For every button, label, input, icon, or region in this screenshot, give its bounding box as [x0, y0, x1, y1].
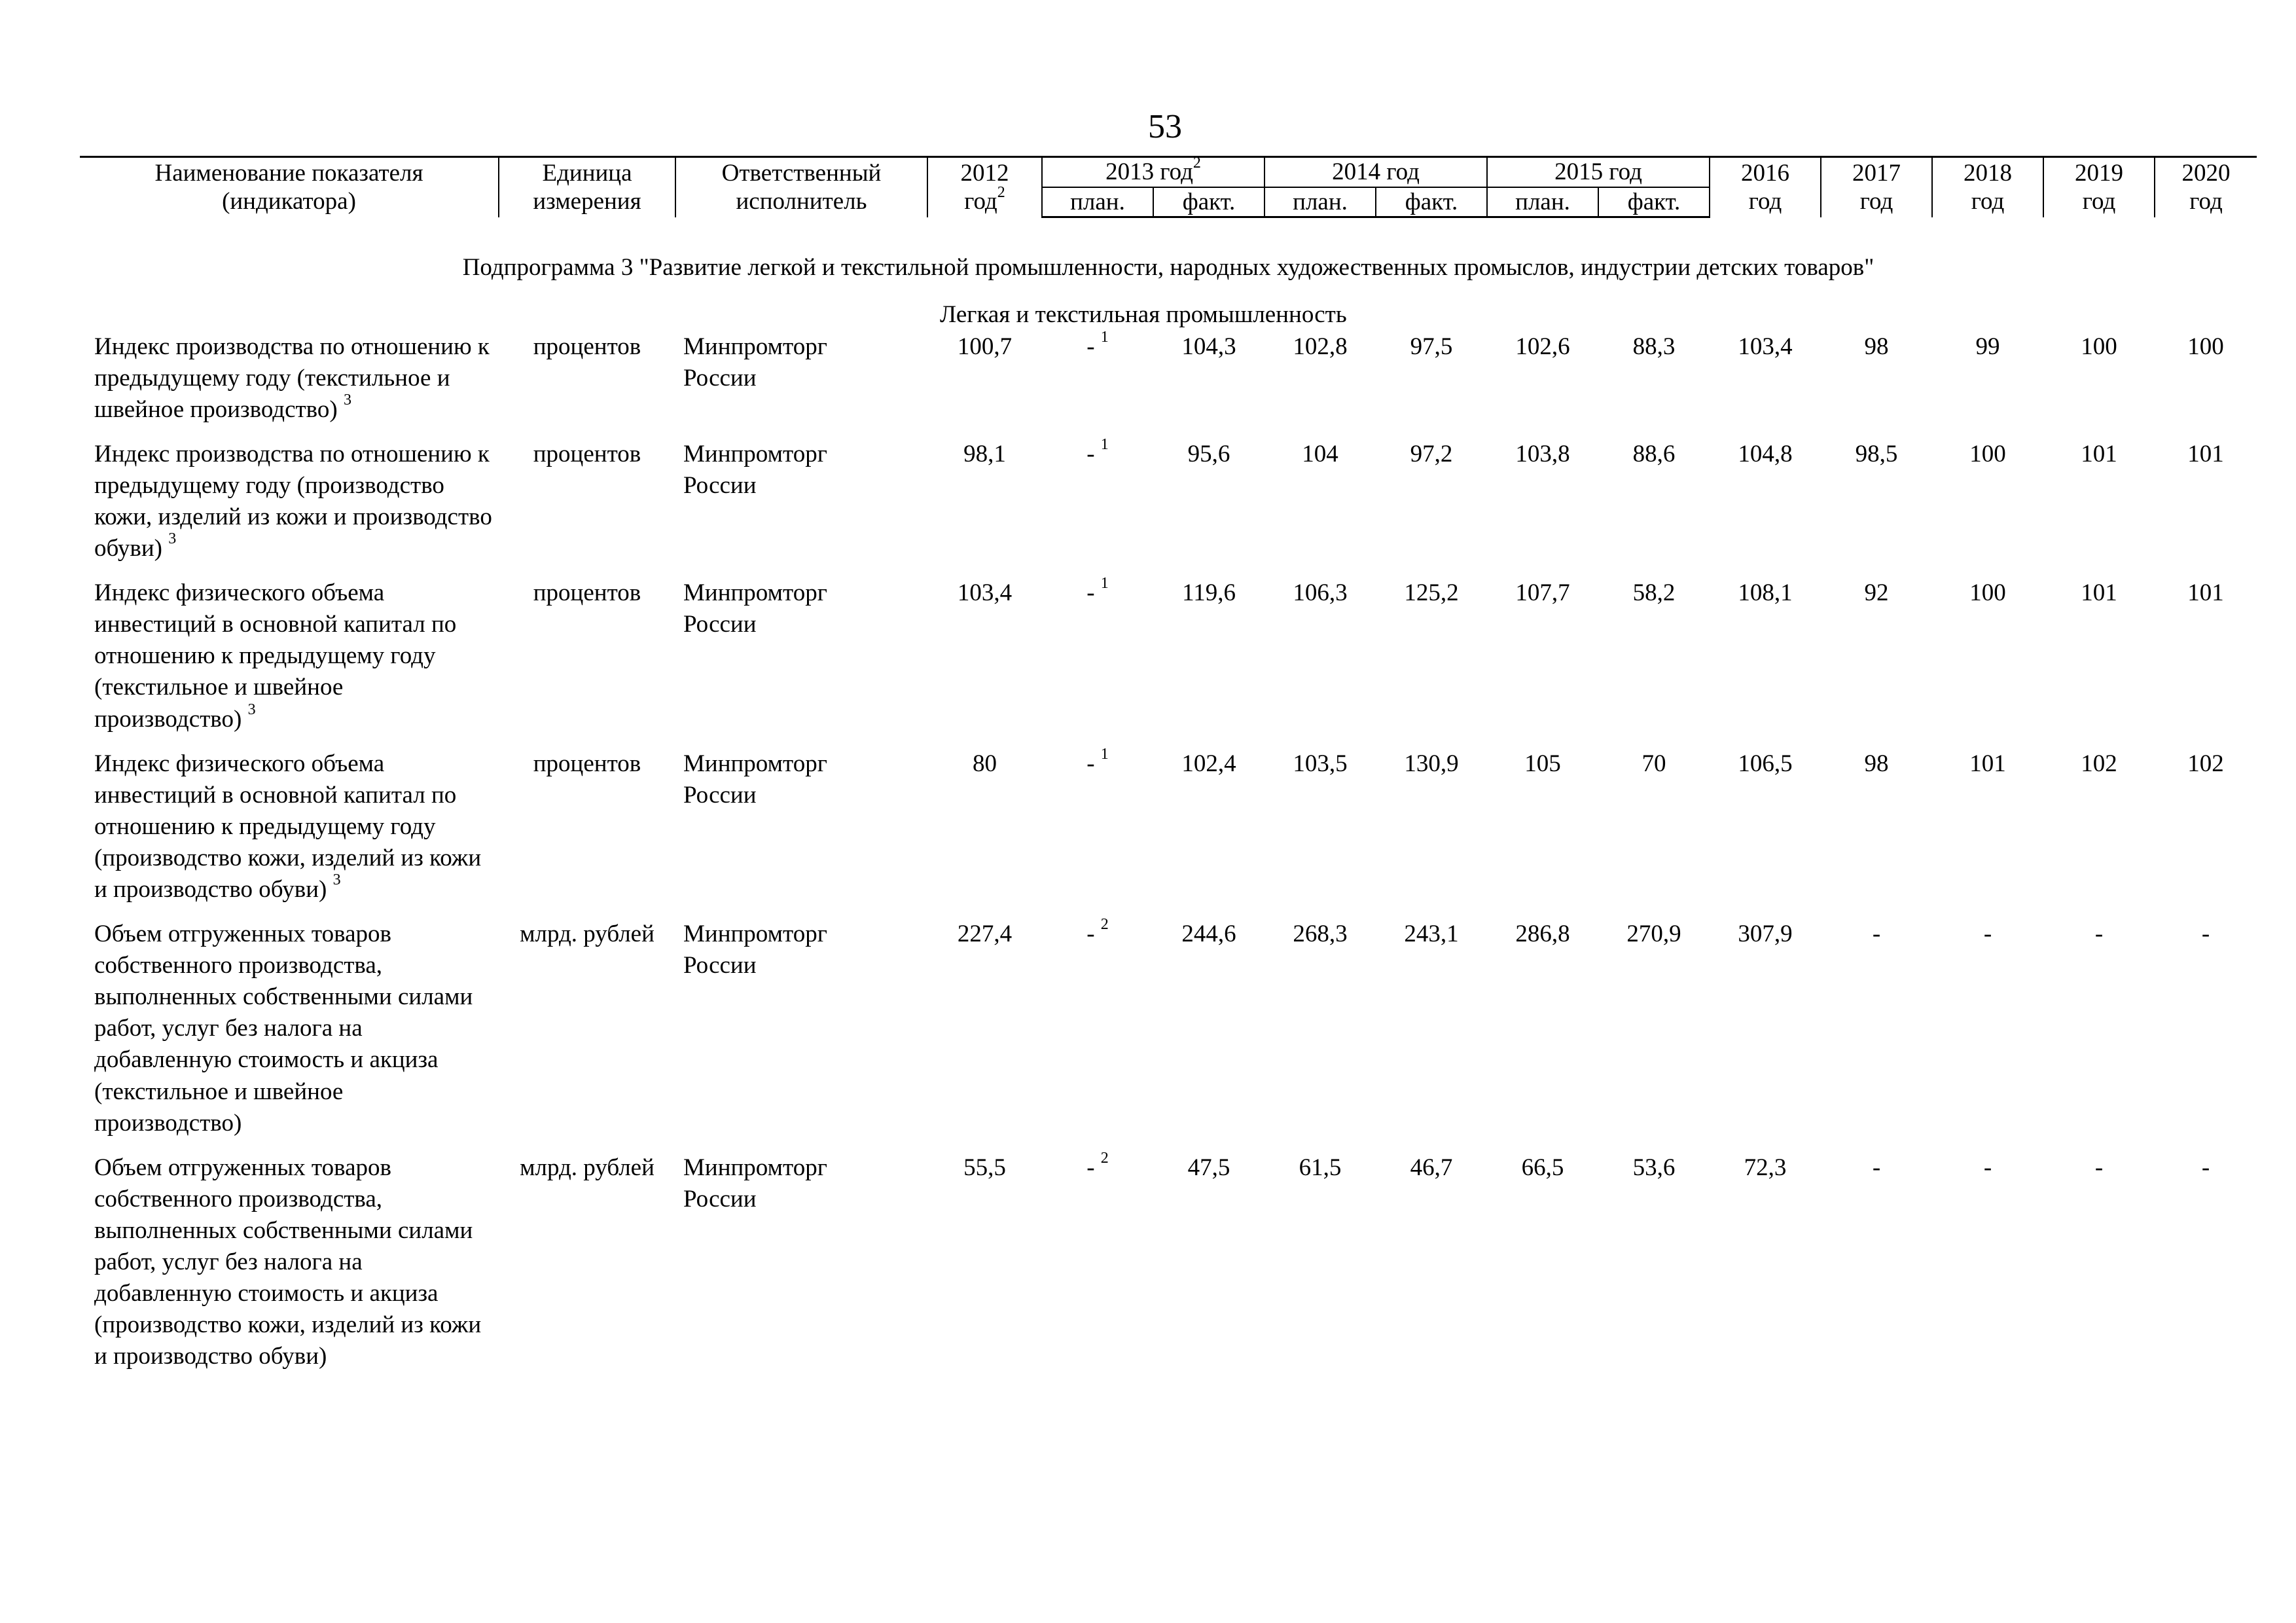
- value-cell-v2012: 80: [973, 750, 997, 777]
- col-header-2013-fact: факт.: [1153, 187, 1265, 217]
- table-header: [80, 157, 2257, 217]
- value-cell-v2015-plan: 286,8: [1515, 921, 1570, 948]
- unit-cell: млрд. рублей: [520, 1154, 655, 1181]
- value-cell-v2020: -: [2201, 1154, 2210, 1181]
- footnote-marker: 2: [1193, 155, 1201, 172]
- value-cell-v2014-fact: 125,2: [1404, 579, 1459, 607]
- value-cell-v2013-fact: 119,6: [1182, 579, 1236, 607]
- indicator-name: Объем отгруженных товаров собственного производства, выполненных собственными силами работ, услуг без налога на добавленную стоимость и акциза (производство кожи, изделий из кожи и производство обуви): [94, 1154, 482, 1370]
- value-cell-v2018: 100: [1969, 440, 2006, 467]
- table-row: [80, 1152, 2257, 1386]
- value-cell-v2017: 92: [1864, 579, 1889, 607]
- value-cell-v2014-fact: 97,2: [1410, 440, 1453, 467]
- value-cell-v2014-fact: 97,5: [1410, 333, 1453, 360]
- value-cell-v2012: 100,7: [957, 333, 1013, 360]
- col-header-unit: Единица измерения: [499, 157, 675, 217]
- col-header-2013-plan: план.: [1042, 187, 1153, 217]
- table-row: [80, 919, 2257, 1152]
- col-header-2014: 2014 год: [1265, 157, 1487, 187]
- value-cell-v2013-plan: - $^1$: [1086, 328, 1109, 360]
- responsible-cell: Минпромторг России: [683, 579, 827, 638]
- col-header-2016: 2016 год: [1710, 157, 1821, 217]
- value-cell-v2017: -: [1872, 1154, 1881, 1181]
- value-cell-v2018: 99: [1975, 333, 2000, 360]
- value-cell-v2013-fact: 95,6: [1187, 440, 1230, 467]
- value-cell-v2018: -: [1983, 921, 1992, 948]
- value-cell-v2020: -: [2201, 921, 2210, 948]
- value-cell-v2012: 55,5: [963, 1154, 1006, 1181]
- col-header-2015-fact: факт.: [1598, 187, 1710, 217]
- section-title: Подпрограмма 3 "Развитие легкой и текстильной промышленности, народных художественных промыслов, индустрии детских товаров": [462, 254, 1874, 282]
- col-header-2012: 2012 год$^2$: [927, 157, 1042, 217]
- value-cell-v2017: 98,5: [1855, 440, 1898, 467]
- value-cell-v2018: 100: [1969, 579, 2006, 607]
- responsible-cell: Минпромторг России: [683, 1154, 827, 1213]
- col-header-2013: 2013 год$^2$: [1042, 157, 1265, 187]
- value-cell-v2020: 101: [2187, 579, 2224, 607]
- value-cell-v2012: 227,4: [957, 921, 1013, 948]
- col-header-2015: 2015 год: [1487, 157, 1710, 187]
- responsible-cell: Минпромторг России: [683, 750, 827, 809]
- value-cell-v2015-fact: 270,9: [1626, 921, 1681, 948]
- value-cell-v2013-plan: - $^1$: [1086, 435, 1109, 467]
- value-cell-v2016: 104,8: [1738, 440, 1793, 467]
- value-cell-v2015-plan: 105: [1524, 750, 1561, 777]
- subsection-title: Легкая и текстильная промышленность: [940, 301, 1347, 329]
- value-cell-v2017: 98: [1864, 333, 1889, 360]
- footnote-marker: 2: [1100, 1149, 1109, 1167]
- value-cell-v2019: -: [2094, 1154, 2104, 1181]
- value-cell-v2020: 102: [2187, 750, 2224, 777]
- value-cell-v2016: 106,5: [1738, 750, 1793, 777]
- unit-cell: процентов: [533, 750, 641, 777]
- col-header-name: Наименование показателя (индикатора): [80, 157, 499, 217]
- value-cell-v2014-plan: 103,5: [1293, 750, 1348, 777]
- value-cell-v2015-plan: 103,8: [1515, 440, 1570, 467]
- page-number: 53: [1148, 108, 1182, 145]
- table-row: [80, 748, 2257, 919]
- value-cell-v2013-plan: - $^2$: [1086, 1149, 1109, 1181]
- col-header-responsible: Ответственный исполнитель: [675, 157, 927, 217]
- responsible-cell: Минпромторг России: [683, 440, 827, 499]
- table-body: [80, 217, 2257, 1386]
- value-cell-v2015-fact: 58,2: [1632, 579, 1676, 607]
- responsible-cell: Минпромторг России: [683, 333, 827, 392]
- value-cell-v2017: 98: [1864, 750, 1889, 777]
- unit-cell: процентов: [533, 440, 641, 467]
- footnote-marker: 2: [997, 184, 1005, 202]
- col-header-2015-plan: план.: [1487, 187, 1598, 217]
- value-cell-v2020: 100: [2187, 333, 2224, 360]
- footnote-marker: 3: [332, 871, 341, 888]
- value-cell-v2016: 103,4: [1738, 333, 1793, 360]
- unit-cell: процентов: [533, 333, 641, 360]
- footnote-marker: 1: [1100, 328, 1109, 346]
- value-cell-v2017: -: [1872, 921, 1881, 948]
- value-cell-v2013-fact: 244,6: [1181, 921, 1236, 948]
- responsible-cell: Минпромторг России: [683, 921, 827, 979]
- value-cell-v2014-plan: 104: [1302, 440, 1338, 467]
- value-cell-v2015-plan: 107,7: [1515, 579, 1570, 607]
- value-cell-v2018: -: [1983, 1154, 1992, 1181]
- unit-cell: млрд. рублей: [520, 921, 655, 948]
- value-cell-v2013-fact: 47,5: [1187, 1154, 1230, 1181]
- value-cell-v2015-fact: 88,6: [1632, 440, 1676, 467]
- value-cell-v2015-plan: 66,5: [1521, 1154, 1564, 1181]
- value-cell-v2013-fact: 104,3: [1181, 333, 1236, 360]
- value-cell-v2020: 101: [2187, 440, 2224, 467]
- value-cell-v2019: 100: [2081, 333, 2117, 360]
- value-cell-v2014-fact: 130,9: [1404, 750, 1459, 777]
- value-cell-v2014-plan: 106,3: [1293, 579, 1348, 607]
- value-cell-v2013-plan: - $^1$: [1086, 575, 1109, 607]
- col-header-2017: 2017 год: [1821, 157, 1932, 217]
- footnote-marker: 1: [1100, 435, 1109, 453]
- value-cell-v2012: 98,1: [963, 440, 1006, 467]
- value-cell-v2014-plan: 102,8: [1293, 333, 1348, 360]
- value-cell-v2014-fact: 46,7: [1410, 1154, 1453, 1181]
- value-cell-v2014-fact: 243,1: [1404, 921, 1459, 948]
- value-cell-v2013-fact: 102,4: [1181, 750, 1236, 777]
- value-cell-v2015-fact: 70: [1641, 750, 1666, 777]
- table-row: [80, 439, 2257, 577]
- footnote-marker: 3: [247, 701, 256, 718]
- col-header-2014-fact: факт.: [1376, 187, 1487, 217]
- value-cell-v2019: -: [2094, 921, 2104, 948]
- footnote-marker: 2: [1100, 916, 1109, 934]
- indicator-name: Индекс производства по отношению к предыдущему году (текстильное и швейное производство) $^3$: [94, 333, 490, 423]
- value-cell-v2016: 72,3: [1744, 1154, 1787, 1181]
- value-cell-v2019: 101: [2081, 579, 2117, 607]
- col-header-2018: 2018 год: [1932, 157, 2043, 217]
- value-cell-v2019: 102: [2081, 750, 2117, 777]
- value-cell-v2016: 307,9: [1738, 921, 1793, 948]
- footnote-marker: 3: [343, 391, 351, 409]
- indicator-name: Индекс производства по отношению к предыдущему году (производство кожи, изделий из кожи и производство обуви) $^3$: [94, 440, 492, 562]
- indicators-table: [80, 156, 2257, 1385]
- value-cell-v2019: 101: [2081, 440, 2117, 467]
- indicator-name: Индекс физического объема инвестиций в основной капитал по отношению к предыдущему году (текстильное и швейное производство) $^3$: [94, 579, 457, 733]
- footnote-marker: 3: [168, 530, 177, 548]
- value-cell-v2014-plan: 268,3: [1293, 921, 1348, 948]
- footnote-marker: 1: [1100, 575, 1109, 593]
- footnote-marker: 1: [1100, 745, 1109, 763]
- table-row: [80, 331, 2257, 439]
- value-cell-v2013-plan: - $^1$: [1086, 745, 1109, 777]
- value-cell-v2014-plan: 61,5: [1299, 1154, 1342, 1181]
- value-cell-v2015-fact: 53,6: [1632, 1154, 1676, 1181]
- col-header-2014-plan: план.: [1265, 187, 1376, 217]
- col-header-2019: 2019 год: [2043, 157, 2155, 217]
- value-cell-v2015-fact: 88,3: [1632, 333, 1676, 360]
- indicator-name: Индекс физического объема инвестиций в основной капитал по отношению к предыдущему году (производство кожи, изделий из кожи и производство обуви) $^3$: [94, 750, 482, 903]
- value-cell-v2018: 101: [1969, 750, 2006, 777]
- unit-cell: процентов: [533, 579, 641, 607]
- value-cell-v2013-plan: - $^2$: [1086, 916, 1109, 948]
- col-header-2020: 2020 год: [2155, 157, 2257, 217]
- value-cell-v2015-plan: 102,6: [1515, 333, 1570, 360]
- indicator-name: Объем отгруженных товаров собственного производства, выполненных собственными силами работ, услуг без налога на добавленную стоимость и акциза (текстильное и швейное производство): [94, 921, 473, 1137]
- table-row: [80, 577, 2257, 748]
- value-cell-v2016: 108,1: [1738, 579, 1793, 607]
- value-cell-v2012: 103,4: [957, 579, 1013, 607]
